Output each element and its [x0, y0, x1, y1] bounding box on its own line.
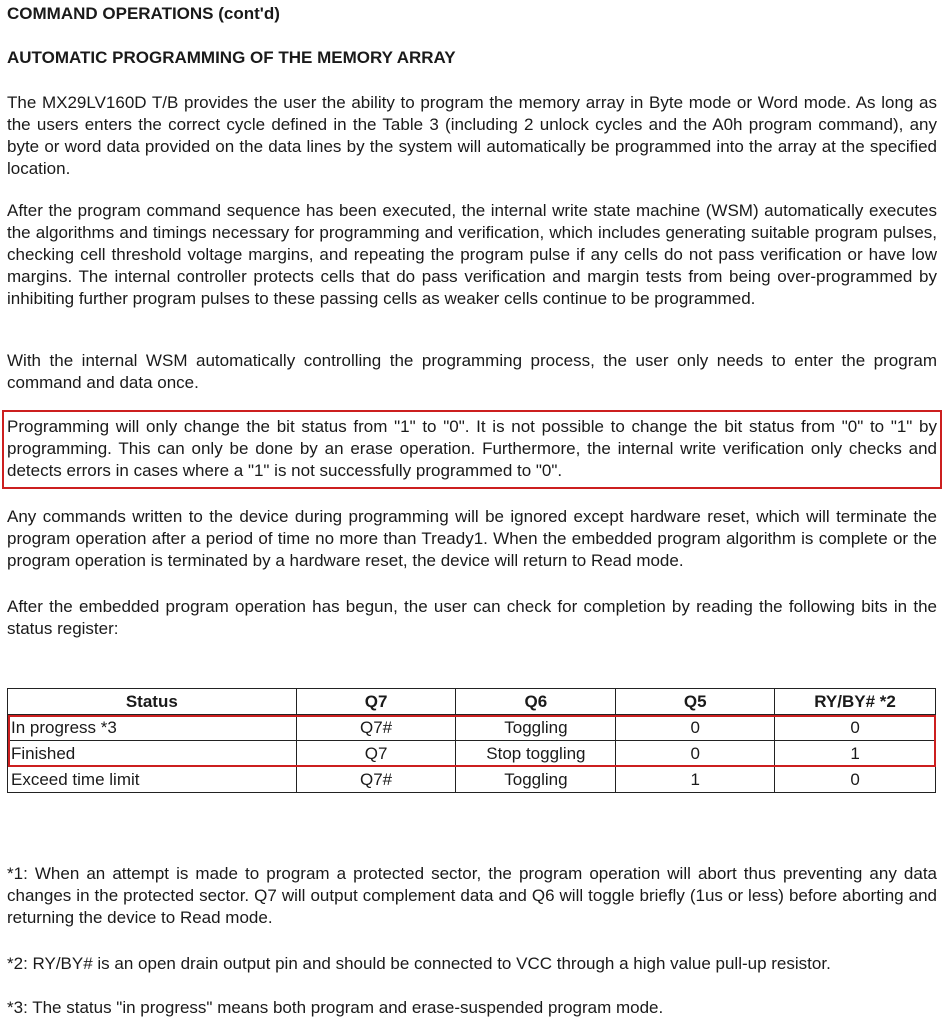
paragraph-wsm: After the program command sequence has been executed, the internal write state machine (WSM) automatically executes the algorithms and timings necessary for programming and verification, which includes generating suitable program pulses, checking cell threshold voltage margins, and repeating the program pulse if any cells do not pass verification or have low margins. The internal controller protects cells that do pass verification and margin tests from being over-programmed by inhibiting further program pulses to these passing cells as weaker cells continue to be programmed.: [7, 201, 937, 308]
paragraph-intro: The MX29LV160D T/B provides the user the ability to program the memory array in Byte mode or Word mode. As long as the users enters the correct cycle defined in the Table 3 (including 2 unlock cycles and the A0h program command), any byte or word data provided on the data lines by the system will automatically be programmed into the array at the specified location.: [7, 93, 937, 178]
cell-ry-by: 0: [775, 715, 936, 741]
cell-ry-by: 0: [775, 767, 936, 793]
paragraph-check-completion: After the embedded program operation has begun, the user can check for completion by reading the following bits in the status register:: [7, 597, 937, 638]
cell-status: Exceed time limit: [8, 767, 297, 793]
paragraph-commands-ignored: Any commands written to the device during programming will be ignored except hardware reset, which will terminate the program operation after a period of time no more than Tready1. When the embedded program algorithm is complete or the program operation is terminated by a hardware reset, the device will return to Read mode.: [7, 507, 937, 570]
cell-q6: Toggling: [456, 715, 616, 741]
cell-q5: 0: [616, 741, 775, 767]
footnote-2: *2: RY/BY# is an open drain output pin and should be connected to VCC through a high value pull-up resistor.: [7, 954, 831, 973]
section-title: COMMAND OPERATIONS (cont'd): [7, 4, 280, 23]
cell-q6: Stop toggling: [456, 741, 616, 767]
status-table: [7, 688, 936, 793]
cell-q7: Q7: [296, 741, 456, 767]
cell-q7: Q7#: [296, 767, 456, 793]
header-q7: Q7: [296, 689, 456, 715]
footnote-3: *3: The status "in progress" means both program and erase-suspended program mode.: [7, 998, 664, 1017]
paragraph-highlighted: Programming will only change the bit status from "1" to "0". It is not possible to change the bit status from "0" to "1" by programming. This can only be done by an erase operation. Furthermore, the internal write verification only checks and detects errors in cases where a "1" is not successfully programmed to "0".: [7, 417, 937, 480]
header-ry-by: RY/BY# *2: [775, 689, 936, 715]
cell-ry-by: 1: [775, 741, 936, 767]
cell-status: In progress *3: [8, 715, 297, 741]
footnote-1: *1: When an attempt is made to program a protected sector, the program operation will abort thus preventing any data changes in the protected sector. Q7 will output complement data and Q6 will toggle briefly (1us or less) before aborting and returning the device to Read mode.: [7, 864, 937, 927]
cell-status: Finished: [8, 741, 297, 767]
table-row: [8, 741, 936, 767]
table-row: [8, 767, 936, 793]
header-q5: Q5: [616, 689, 775, 715]
table-row: [8, 715, 936, 741]
cell-q7: Q7#: [296, 715, 456, 741]
cell-q5: 1: [616, 767, 775, 793]
cell-q5: 0: [616, 715, 775, 741]
subsection-title: AUTOMATIC PROGRAMMING OF THE MEMORY ARRAY: [7, 48, 456, 67]
header-q6: Q6: [456, 689, 616, 715]
cell-q6: Toggling: [456, 767, 616, 793]
table-header-row: [8, 689, 936, 715]
header-status: Status: [8, 689, 297, 715]
paragraph-program-once: With the internal WSM automatically controlling the programming process, the user only needs to enter the program command and data once.: [7, 351, 937, 392]
